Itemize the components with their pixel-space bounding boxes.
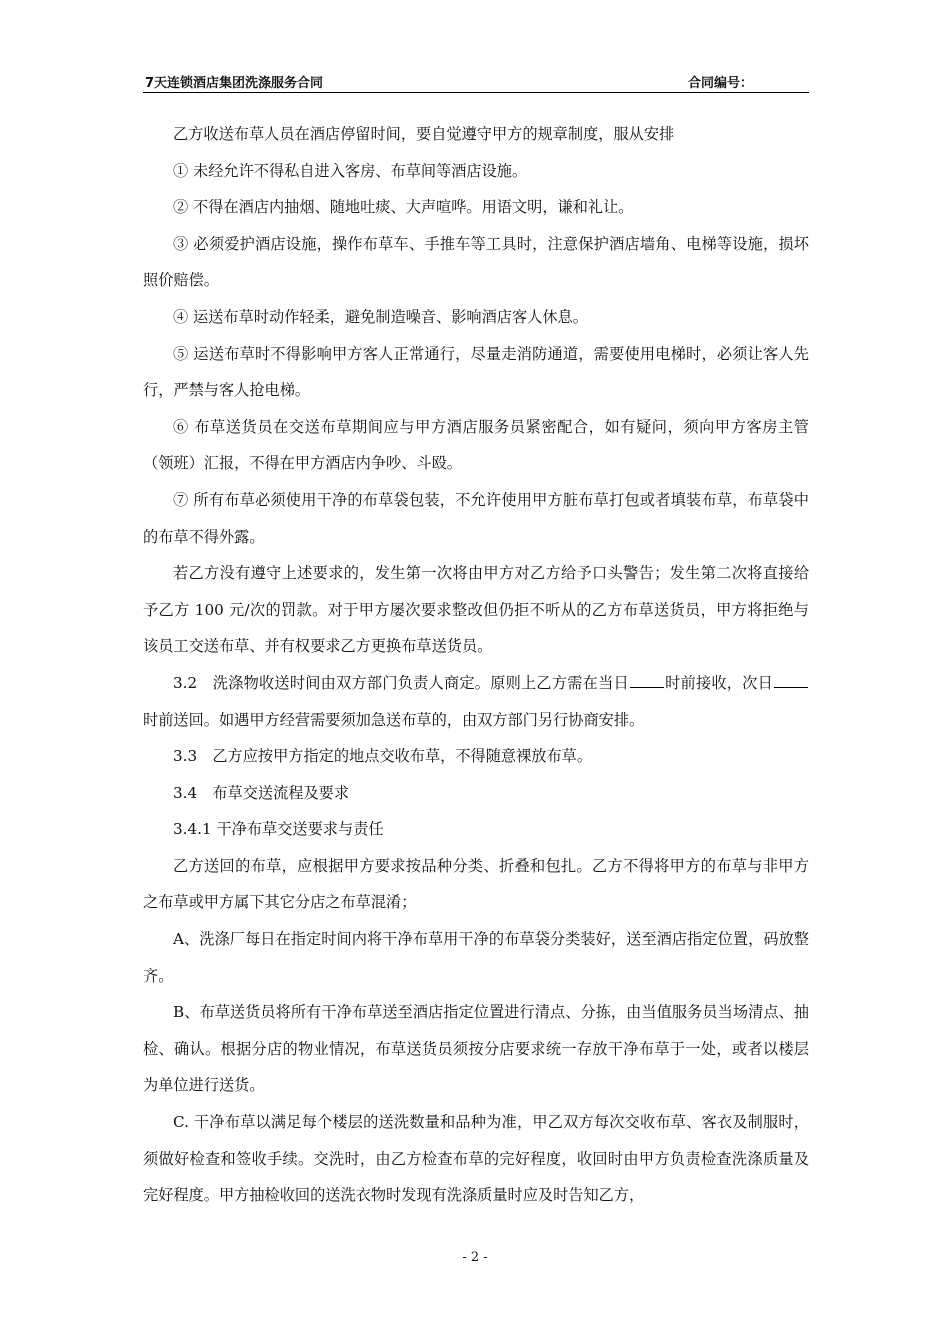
paragraph-rule-7: ⑦ 所有布草必须使用干净的布草袋包装，不允许使用甲方脏布草打包或者填装布草，布草袋中的布草不得外露。 (143, 490, 809, 546)
section-3-2-part-a: 3.2 洗涤物收送时间由双方部门负责人商定。原则上乙方需在当日 (173, 673, 629, 692)
document-title: 7天连锁酒店集团洗涤服务合同 (145, 76, 324, 91)
paragraph-rule-1: ① 未经允许不得私自进入客房、布草间等酒店设施。 (173, 161, 528, 180)
paragraph-rule-5: ⑤ 运送布草时不得影响甲方客人正常通行，尽量走消防通道，需要使用电梯时，必须让客人先行，严禁与客人抢电梯。 (143, 344, 809, 400)
contract-number-label: 合同编号： (688, 76, 754, 91)
paragraph-section-3-4: 3.4 布草交送流程及要求 (173, 783, 350, 802)
paragraph-penalty: 若乙方没有遵守上述要求的，发生第一次将由甲方对乙方给予口头警告；发生第二次将直接给予乙方 100 元/次的罚款。对于甲方屡次要求整改但仍拒不听从的乙方布草送货员，甲方将拒绝与该员工交送布草、并有权要求乙方更换布草送货员。 (143, 564, 809, 656)
paragraph-rule-2: ② 不得在酒店内抽烟、随地吐痰、大声喧哗。用语文明，谦和礼让。 (173, 198, 634, 217)
paragraph-rule-6: ⑥ 布草送货员在交送布草期间应与甲方酒店服务员紧密配合，如有疑问，须向甲方客房主管（领班）汇报，不得在甲方酒店内争吵、斗殴。 (143, 417, 809, 473)
section-3-2-part-b: 时前接收，次日 (664, 673, 774, 692)
section-3-2-part-c: 时前送回。如遇甲方经营需要须加急送布草的，由双方部门另行协商安排。 (143, 710, 645, 729)
paragraph-rule-4: ④ 运送布草时动作轻柔，避免制造噪音、影响酒店客人休息。 (173, 307, 588, 326)
page-number: - 2 - (462, 1250, 488, 1265)
document-body (143, 116, 809, 1214)
paragraph-section-3-2 (143, 665, 809, 738)
paragraph-item-b: B、布草送货员将所有干净布草送至酒店指定位置进行清点、分拣，由当值服务员当场清点、抽检、确认。根据分店的物业情况，布草送货员须按分店要求统一存放干净布草于一处，或者以楼层为单位进行送货。 (143, 1003, 809, 1095)
paragraph-item-c: C. 干净布草以满足每个楼层的送洗数量和品种为准，甲乙双方每次交收布草、客衣及制服时，须做好检查和签收手续。交洗时，由乙方检查布草的完好程度，收回时由甲方负责检查洗涤质量及完好程度。甲方抽检收回的送洗衣物时发现有洗涤质量时应及时告知乙方， (143, 1113, 809, 1205)
blank-return-hour (774, 673, 808, 688)
blank-pickup-hour (630, 673, 664, 688)
paragraph-rule-3: ③ 必须爱护酒店设施，操作布草车、手推车等工具时，注意保护酒店墙角、电梯等设施，损坏照价赔偿。 (143, 234, 809, 290)
paragraph-section-3-3: 3.3 乙方应按甲方指定的地点交收布草，不得随意裸放布草。 (173, 747, 593, 766)
page-header (143, 70, 809, 93)
paragraph-conduct-intro: 乙方收送布草人员在酒店停留时间，要自觉遵守甲方的规章制度，服从安排 (173, 125, 675, 143)
paragraph-clean-linen-sorting: 乙方送回的布草，应根据甲方要求按品种分类、折叠和包扎。乙方不得将甲方的布草与非甲方之布草或甲方属下其它分店之布草混淆； (143, 856, 809, 912)
paragraph-item-a: A、洗涤厂每日在指定时间内将干净布草用干净的布草袋分类装好，送至酒店指定位置，码放整齐。 (143, 930, 809, 985)
paragraph-section-3-4-1: 3.4.1 干净布草交送要求与责任 (173, 820, 384, 839)
